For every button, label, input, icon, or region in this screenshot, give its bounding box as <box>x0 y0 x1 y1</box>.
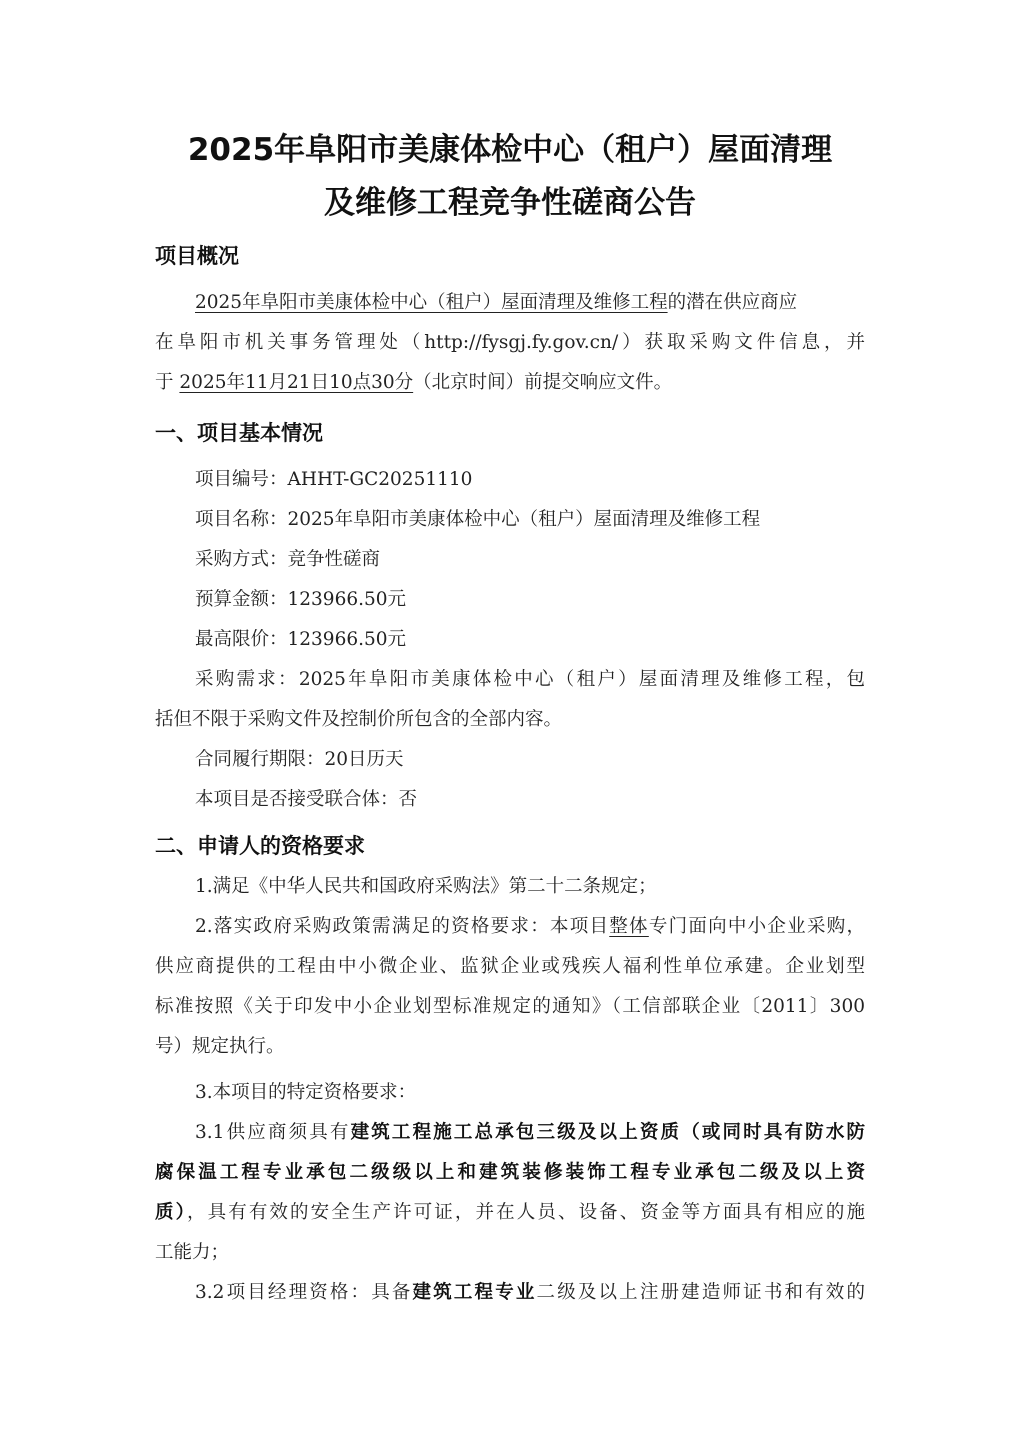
budget-amount: 预算金额：123966.50元 <box>195 589 407 610</box>
project-name: 项目名称：2025年阜阳市美康体检中心（租户）屋面清理及维修工程 <box>195 509 761 530</box>
item32-suffix: 二级及以上注册建造师证书和有效的 <box>536 1282 865 1303</box>
max-price: 最高限价：123966.50元 <box>195 629 407 650</box>
overview-line3-suffix: （北京时间）前提交响应文件。 <box>413 372 673 393</box>
section1-heading: 一、项目基本情况 <box>155 421 323 445</box>
item2-suffix: 专门面向中小企业采购， <box>648 916 865 937</box>
procurement-requirement-line2: 括但不限于采购文件及控制价所包含的全部内容。 <box>155 709 563 730</box>
qualification-item-2-line3: 标准按照《关于印发中小企业划型标准规定的通知》（工信部联企业〔2011〕300 <box>155 996 865 1017</box>
overview-line3-prefix: 于 <box>155 372 174 393</box>
qualification-item-3-1-line2: 腐保温工程专业承包二级级以上和建筑装修装饰工程专业承包二级及以上资 <box>155 1162 865 1183</box>
project-number: 项目编号：AHHT-GC20251110 <box>195 469 473 490</box>
procurement-method: 采购方式：竞争性磋商 <box>195 549 381 570</box>
section2-heading: 二、申请人的资格要求 <box>155 834 365 858</box>
overview-line1-suffix: 的潜在供应商应 <box>667 292 798 313</box>
qualification-item-3-1-line3 <box>155 1200 865 1226</box>
item2-prefix: 2.落实政府采购政策需满足的资格要求：本项目 <box>195 916 610 937</box>
qualification-item-3-1-line4: 工能力； <box>155 1242 230 1263</box>
qualification-item-2-line2: 供应商提供的工程由中小微企业、监狱企业或残疾人福利性单位承建。企业划型 <box>155 956 865 977</box>
item31-bold-line3: 质） <box>155 1202 187 1223</box>
qualification-item-3: 3.本项目的特定资格要求： <box>195 1082 417 1103</box>
document-title-line2: 及维修工程竞争性磋商公告 <box>324 185 696 221</box>
item31-bold-line1: 建筑工程施工总承包三级及以上资质（或同时具有防水防 <box>350 1122 865 1143</box>
qualification-item-1: 1.满足《中华人民共和国政府采购法》第二十二条规定； <box>195 876 657 897</box>
overview-paragraph-line1 <box>155 290 865 316</box>
overview-heading: 项目概况 <box>155 244 239 268</box>
consortium-accepted: 本项目是否接受联合体：否 <box>195 789 418 810</box>
item32-prefix: 3.2项目经理资格：具备 <box>195 1282 413 1303</box>
deadline-underlined: 2025年11月21日10点30分 <box>179 372 414 393</box>
document-title-line1: 2025年阜阳市美康体检中心（租户）屋面清理 <box>187 132 833 168</box>
qualification-item-3-1-line1 <box>155 1120 865 1146</box>
project-name-underlined: 2025年阜阳市美康体检中心（租户）屋面清理及维修工程 <box>195 292 668 313</box>
contract-period: 合同履行期限：20日历天 <box>195 749 404 770</box>
item31-prefix: 3.1供应商须具有 <box>195 1122 351 1143</box>
qualification-item-2-line4: 号）规定执行。 <box>155 1036 285 1057</box>
qualification-item-2-line1 <box>155 914 865 940</box>
item2-underlined: 整体 <box>609 916 649 937</box>
item31-line3-suffix: ，具有有效的安全生产许可证，并在人员、设备、资金等方面具有相应的施 <box>186 1202 865 1223</box>
qualification-item-3-2-line1 <box>155 1280 865 1306</box>
item32-bold: 建筑工程专业 <box>412 1282 537 1303</box>
overview-paragraph-line3 <box>155 370 865 396</box>
overview-paragraph-line2: 在阜阳市机关事务管理处（http://fysgj.fy.gov.cn/）获取采购文件信息，并 <box>155 332 865 353</box>
procurement-requirement-line1: 采购需求：2025年阜阳市美康体检中心（租户）屋面清理及维修工程，包 <box>195 669 865 690</box>
